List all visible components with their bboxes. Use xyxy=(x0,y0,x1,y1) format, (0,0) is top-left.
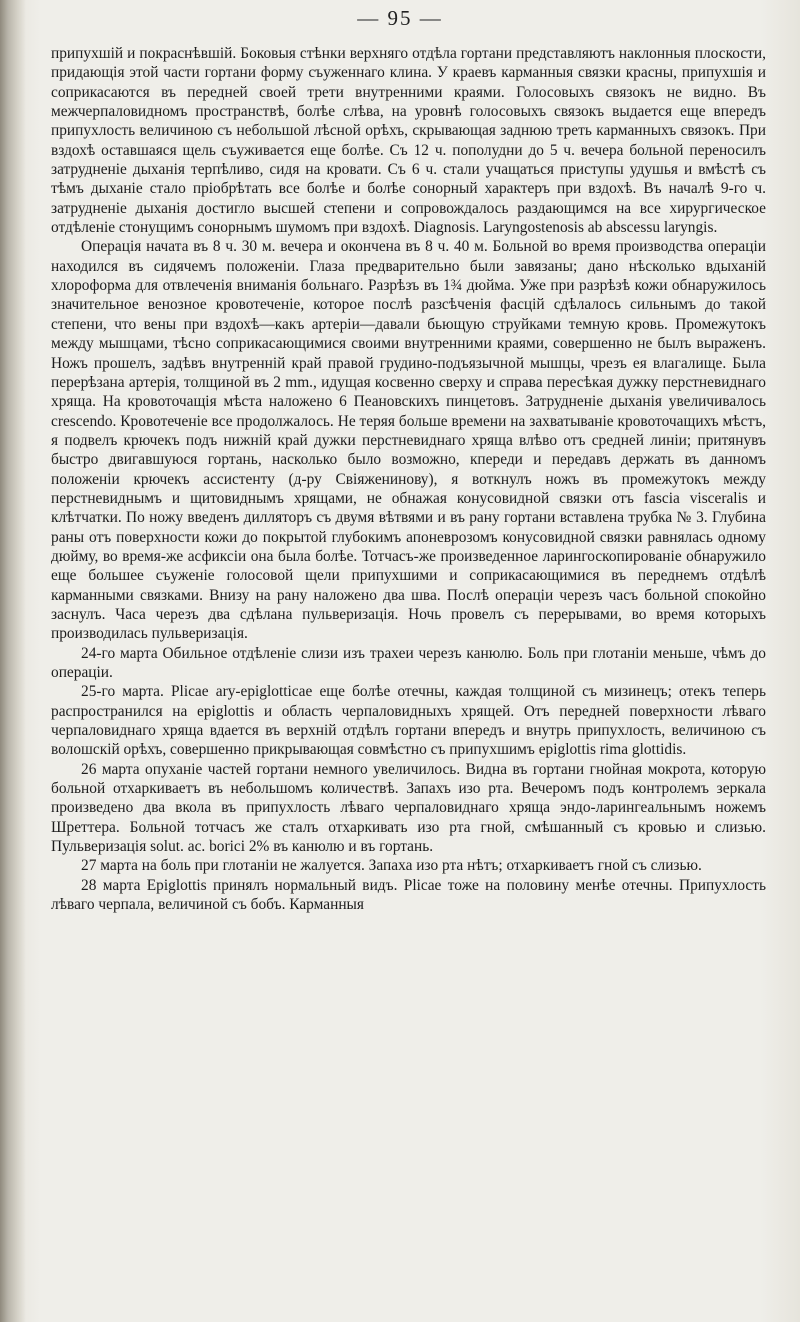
paragraph-7: 28 марта Epiglottis принялъ нормальный видъ. Plicae тоже на половину менѣе отечны. Припухлость лѣваго черпала, величиной съ бобъ. Карманныя xyxy=(51,876,766,914)
paragraph-4: 25-го марта. Plicae ary-epiglotticae еще болѣе отечны, каждая толщиной съ мизинецъ; отекъ теперь распространился на epiglottis и область черпаловидныхъ хрящей. Отъ передней поверхности лѣваго черпаловиднаго хряща вдается въ верхній отдѣлъ гортани впередъ и внутрь припухлость, величиною съ волошскій орѣхъ, совершенно прикрывающая совмѣстно съ припухшимъ epiglottis rima glottidis. xyxy=(51,683,766,759)
paragraph-6: 27 марта на боль при глотаніи не жалуется. Запаха изо рта нѣтъ; отхаркиваетъ гной съ слизью. xyxy=(81,857,702,875)
paragraph-1: припухшій и покраснѣвшій. Боковыя стѣнки верхняго отдѣла гортани представляютъ наклонныя плоскости, придающія этой части гортани форму съуженнаго клина. У краевъ карманныя связки красны, припухшія и соприкасаются въ передней своей трети внутренними краями. Голосовыхъ связокъ не видно. Въ межчерпаловидномъ пространствѣ, болѣе слѣва, на уровнѣ голосовыхъ связокъ выдается еще впередъ припухлость величиною съ небольшой лѣсной орѣхъ, скрывающая заднюю треть карманныхъ связокъ. При вздохѣ оставшаяся щель съуживается еще болѣе. Съ 12 ч. пополудни до 5 ч. вечера больной переносилъ затрудненіе дыханія терпѣливо, сидя на кровати. Съ 6 ч. стали учащаться приступы удушья и вмѣстѣ съ тѣмъ дыханіе стало пріобрѣтать все болѣе и болѣе сонорный характеръ при вздохѣ. Въ началѣ 9-го ч. затрудненіе дыханія достигло высшей степени и сопровождалось раздающимся на все хирургическое отдѣленіе стонущимъ сонорнымъ шумомъ при вздохѣ. Diagnosis. Laryngostenosis ab abscessu laryngis. xyxy=(51,45,766,237)
book-binding-edge xyxy=(0,0,26,1322)
paragraph-5: 26 марта опуханіе частей гортани немного увеличилось. Видна въ гортани гнойная мокрота, которую больной отхаркиваетъ въ небольшомъ количествѣ. Запахъ изо рта. Вечеромъ подъ контролемъ зеркала произведено два вкола въ припухлость лѣваго черпаловиднаго хряща эндо-ларингеальнымъ ножемъ Шреттера. Больной тотчасъ же сталъ отхаркивать изо рта гной, смѣшанный съ кровью и слизью. Пульверизація solut. ac. borici 2% въ канюлю и въ гортань. xyxy=(51,760,766,856)
body-text xyxy=(51,44,766,914)
page-number: — 95 — xyxy=(357,6,443,30)
paragraph-2: Операція начата въ 8 ч. 30 м. вечера и окончена въ 8 ч. 40 м. Больной во время производства операціи находился въ сидячемъ положеніи. Глаза предварительно были завязаны; дано нѣсколько вдыханій хлороформа для отвлеченія вниманія больнаго. Разрѣзъ въ 1¾ дюйма. Уже при разрѣзѣ кожи обнаружилось значительное венозное кровотеченіе, которое послѣ разсѣченія фасцій сдѣлалось сильнымъ до такой степени, что вены при вздохѣ—какъ артеріи—давали бьющую струйками темную кровь. Промежутокъ между мышцами, тѣсно соприкасающимися своими внутренними краями, совершенно не былъ выраженъ. Ножъ прошелъ, задѣвъ внутренній край правой грудино-подъязычной мышцы, чрезъ ея влагалище. Была перерѣзана артерія, толщиной въ 2 mm., идущая косвенно сверху и справа пересѣкая дужку перстневиднаго хряща. На кровоточащія мѣста наложено 6 Пеановскихъ пинцетовъ. Затрудненіе дыханія увеличивалось crescendo. Кровотеченіе все продолжалось. Не теряя больше времени на захватываніе кровоточащихъ мѣстъ, я подвелъ крючекъ подъ нижній край дужки перстневиднаго хряща влѣво отъ средней линіи; притянувъ быстро двигавшуюся гортань, насколько было возможно, кпереди и передавъ держать въ данномъ положеніи крючекъ ассистенту (д-ру Свіяженинову), я воткнулъ ножъ въ промежутокъ между перстневиднымъ и щитовиднымъ хрящами, не обнажая конусовидной связки отъ fascia visceralis и клѣтчатки. По ножу введенъ дилляторъ съ двумя вѣтвями и въ рану гортани вставлена трубка № 3. Глубина раны отъ поверхности кожи до покрытой глубокимъ апоневрозомъ конусовидной связки равнялась одному дюйму, во время-же асфиксіи она была болѣе. Тотчасъ-же произведенное ларингоскопированіе обнаружило еще большее съуженіе голосовой щели припухшими и соприкасающимися въ переднемъ отдѣлѣ карманными связками. Внизу на рану наложено два шва. Послѣ операціи черезъ часъ больной спокойно заснулъ. Часа черезъ два сдѣлана пульверизація. Ночь провелъ съ перерывами, во время которыхъ производилась пульверизація. xyxy=(51,238,766,643)
paragraph-3: 24-го марта Обильное отдѣленіе слизи изъ трахеи черезъ канюлю. Боль при глотаніи меньше, чѣмъ до операціи. xyxy=(51,644,766,681)
